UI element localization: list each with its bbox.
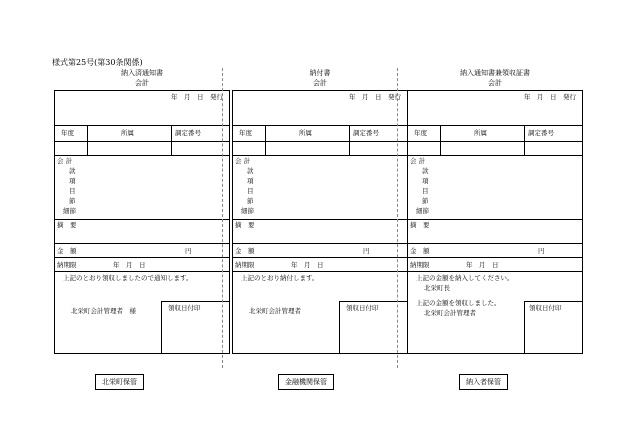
cut-line-1	[222, 68, 223, 368]
panel-notice-of-payment	[54, 68, 230, 315]
account-saisetsu: 細節	[63, 207, 76, 215]
col-dept: 所属	[121, 129, 134, 137]
panel-title: 納入済通知書	[121, 69, 163, 77]
due-date: 年 月 日	[466, 261, 499, 269]
account-kaikei: 会 計	[410, 157, 426, 165]
panel-title: 納入通知書兼領収証書	[460, 69, 530, 77]
account-moku: 目	[422, 187, 429, 195]
col-code: 調定番号	[528, 129, 554, 137]
panel-title: 納付書	[309, 69, 331, 77]
panel-subtitle: 会計	[488, 79, 502, 87]
signatory: 北栄町会計管理者	[249, 307, 301, 315]
issue-date: 年 月 日 発行	[524, 93, 576, 101]
due-date: 年 月 日	[291, 261, 324, 269]
receipt-message: 上記の金額を領収しました。	[416, 299, 501, 307]
stamp-box	[524, 301, 582, 353]
col-year: 年度	[61, 129, 74, 137]
stamp-label: 領収日付印	[529, 304, 562, 312]
form-label: 様式第25号(第30条関係)	[52, 58, 143, 67]
form-box	[232, 90, 408, 354]
summary-label: 摘 要	[57, 221, 77, 229]
account-kou: 項	[422, 177, 429, 185]
account-kou: 項	[247, 177, 254, 185]
signatory: 北栄町会計管理者	[424, 309, 476, 317]
account-setsu: 節	[69, 197, 76, 205]
account-kan: 款	[247, 167, 254, 175]
summary-label: 摘 要	[235, 221, 255, 229]
col-year: 年度	[414, 129, 427, 137]
account-moku: 目	[69, 187, 76, 195]
stamp-box	[161, 301, 229, 353]
account-kan: 款	[69, 167, 76, 175]
account-kaikei: 会 計	[235, 157, 251, 165]
mayor: 北栄町長	[424, 284, 450, 292]
yen-label: 円	[185, 247, 192, 255]
keep-label-payer: 納入者保管	[459, 374, 508, 390]
stamp-label: 領収日付印	[168, 304, 201, 312]
issue-date: 年 月 日 発行	[171, 93, 223, 101]
account-saisetsu: 細節	[241, 207, 254, 215]
due-label: 納期限	[410, 261, 430, 269]
account-setsu: 節	[422, 197, 429, 205]
signatory: 北栄町会計管理者 様	[71, 307, 136, 315]
account-kan: 款	[422, 167, 429, 175]
due-label: 納期限	[57, 261, 77, 269]
account-kaikei: 会 計	[57, 157, 73, 165]
col-dept: 所属	[299, 129, 312, 137]
col-code: 調定番号	[353, 129, 379, 137]
amount-label: 金 額	[235, 247, 255, 255]
account-setsu: 節	[247, 197, 254, 205]
col-year: 年度	[239, 129, 252, 137]
panel-payment-slip	[232, 68, 408, 315]
stamp-label: 領収日付印	[346, 304, 379, 312]
yen-label: 円	[363, 247, 370, 255]
message: 上記のとおり領収しましたので通知します。	[63, 274, 193, 282]
panel-subtitle: 会計	[313, 79, 327, 87]
due-label: 納期限	[235, 261, 255, 269]
due-date: 年 月 日	[113, 261, 146, 269]
panel-subtitle: 会計	[135, 79, 149, 87]
panel-notice-receipt	[407, 68, 583, 317]
amount-label: 金 額	[410, 247, 430, 255]
form-box	[54, 90, 230, 354]
issue-date: 年 月 日 発行	[349, 93, 401, 101]
amount-label: 金 額	[57, 247, 77, 255]
form-box	[407, 90, 583, 354]
keep-label-bank: 金融機関保管	[278, 374, 334, 390]
message: 上記のとおり納付します。	[241, 274, 319, 282]
yen-label: 円	[538, 247, 545, 255]
account-moku: 目	[247, 187, 254, 195]
summary-label: 摘 要	[410, 221, 430, 229]
cut-line-2	[397, 68, 398, 368]
account-saisetsu: 細節	[416, 207, 429, 215]
account-kou: 項	[69, 177, 76, 185]
message: 上記の金額を納入してください。	[416, 274, 514, 282]
col-code: 調定番号	[175, 129, 201, 137]
keep-label-town: 北栄町保管	[95, 374, 144, 390]
col-dept: 所属	[474, 129, 487, 137]
